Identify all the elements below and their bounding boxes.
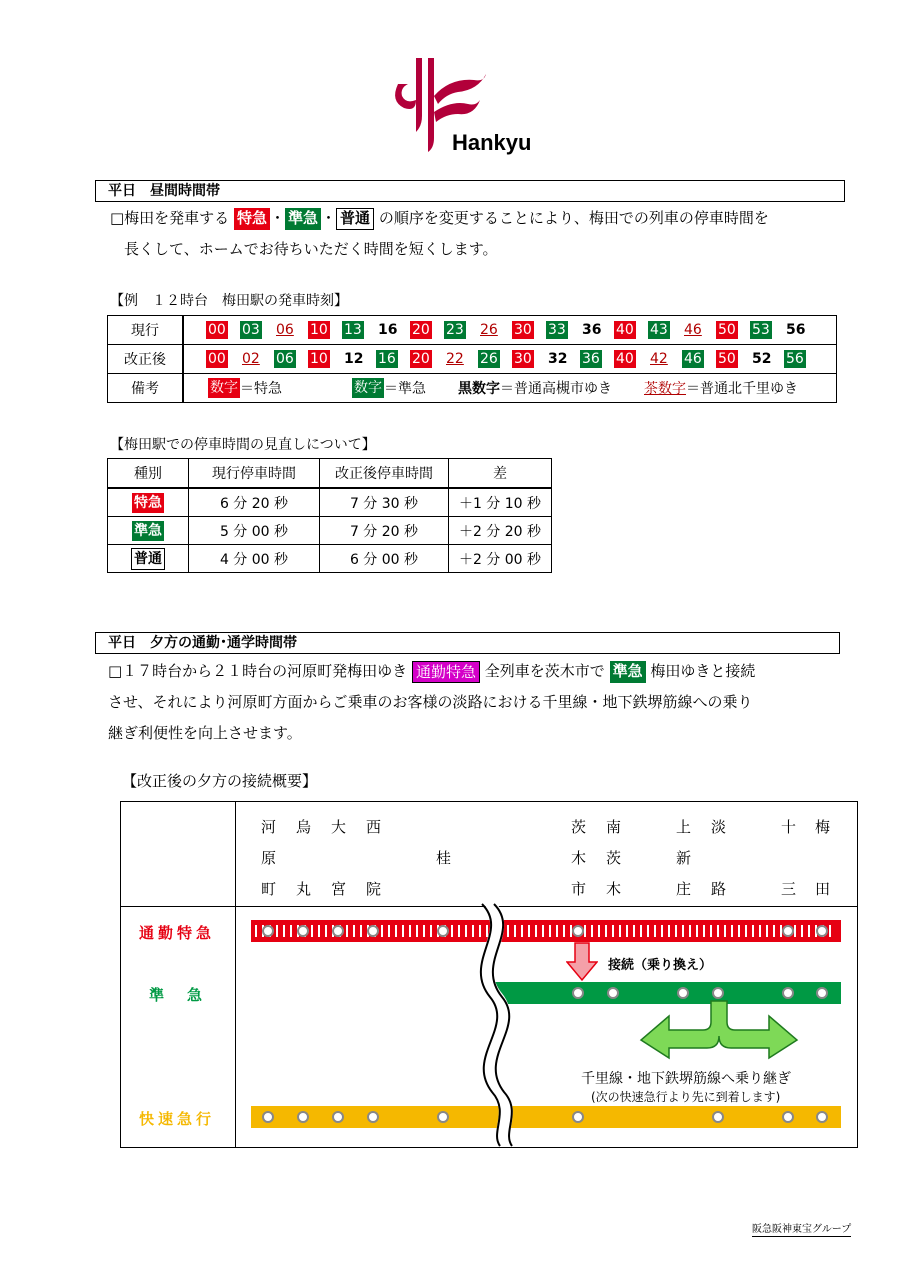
departure-time: 50 <box>718 322 736 338</box>
station-char: 丸 <box>296 880 312 898</box>
station-char: 茨 <box>606 849 622 867</box>
example-title: 【例 １２時台 梅田駅の発車時刻】 <box>110 293 348 309</box>
badge-junkyu: 準急 <box>610 661 646 683</box>
section1-line1: □梅田を発車する 特急 ・ 準急 ・ 普通 の順序を変更することにより、梅田での列車の停車時間を <box>110 203 860 234</box>
dwell-header-row <box>108 459 552 489</box>
departure-time: 33 <box>548 322 566 338</box>
departure-time: 06 <box>276 351 294 367</box>
stop-dot <box>572 987 584 999</box>
legend: 数字 ＝特急 数字 ＝準急 黒数字 ＝普通高槻市ゆき 茶数字 ＝普通北千里ゆき <box>210 380 798 397</box>
departure-time: 40 <box>616 351 634 367</box>
section2-line3: 継ぎ利便性を向上させます。 <box>108 724 302 742</box>
stop-dot <box>712 987 724 999</box>
departure-time: 40 <box>616 322 634 338</box>
stop-dot <box>782 1111 794 1123</box>
stop-dot <box>297 925 309 937</box>
row-revised-times <box>184 345 836 373</box>
stop-dot <box>782 925 794 937</box>
dwell-row: 普通 4 分 00 秒 6 分 00 秒 ＋2 分 00 秒 <box>108 545 552 573</box>
departure-time: 10 <box>310 351 328 367</box>
section2-line1: □１７時台から２１時台の河原町発梅田ゆき 通勤特急 全列車を茨木市で 準急 梅田ゆきと接続 <box>108 661 756 681</box>
logo-text: Hankyu <box>452 130 532 155</box>
stop-dot <box>677 987 689 999</box>
dwell-header: 改正後停車時間 <box>320 459 449 489</box>
departure-time: 56 <box>786 351 804 367</box>
legend-red-badge: 数字 <box>210 380 238 396</box>
station-char: 新 <box>676 849 692 867</box>
departure-time: 36 <box>582 351 600 367</box>
row-label: 現行 <box>108 316 184 345</box>
departure-time: 10 <box>310 322 328 338</box>
stop-dot <box>816 987 828 999</box>
station-char: 西 <box>366 818 382 836</box>
label-junkyu: 準 急 <box>149 986 207 1004</box>
departure-time: 06 <box>276 322 294 338</box>
station-char: 町 <box>261 880 277 898</box>
station-char: 烏 <box>296 818 312 836</box>
station-char: 三 <box>781 880 797 898</box>
dwell-row: 準急 5 分 00 秒 7 分 20 秒 ＋2 分 20 秒 <box>108 517 552 545</box>
departure-time: 26 <box>480 351 498 367</box>
departure-time: 26 <box>480 322 498 338</box>
diagram-divider-v <box>235 802 236 1147</box>
station-char: 河 <box>261 818 277 836</box>
departure-time: 12 <box>344 351 364 367</box>
station-char: 茨 <box>571 818 587 836</box>
stop-dot <box>607 987 619 999</box>
station-char: 宮 <box>331 880 347 898</box>
section2-paragraph <box>108 656 858 749</box>
station-char: 路 <box>711 880 727 898</box>
type-badge: 準急 <box>134 522 162 539</box>
dwell-header: 差 <box>449 459 552 489</box>
departure-time: 46 <box>684 322 702 338</box>
departure-time: 53 <box>752 322 770 338</box>
dwell-row: 特急 6 分 20 秒 7 分 30 秒 ＋1 分 10 秒 <box>108 488 552 517</box>
footer-group: 阪急阪神東宝グループ <box>752 1220 851 1237</box>
departure-time: 16 <box>378 322 398 338</box>
stop-dot <box>437 1111 449 1123</box>
stop-dot <box>782 987 794 999</box>
departure-time: 20 <box>412 351 430 367</box>
stop-dot <box>332 1111 344 1123</box>
note-transfer: 千里線・地下鉄堺筋線へ乗り継ぎ <box>581 1071 791 1087</box>
stop-dot <box>816 1111 828 1123</box>
row-current-times <box>184 316 836 344</box>
stop-dot <box>262 925 274 937</box>
departure-time: 23 <box>446 322 464 338</box>
departure-time: 03 <box>242 322 260 338</box>
label-kaisoku: 快速急行 <box>139 1110 216 1128</box>
type-badge: 特急 <box>134 494 162 511</box>
station-char: 淡 <box>711 818 727 836</box>
departure-time: 02 <box>242 351 260 367</box>
departure-time: 30 <box>514 351 532 367</box>
legend-brown: 茶数字 <box>644 381 686 397</box>
stop-dot <box>367 1111 379 1123</box>
label-tsukin: 通勤特急 <box>139 924 216 942</box>
badge-futsu: 普通 <box>336 208 374 230</box>
stop-dot <box>816 925 828 937</box>
departure-time: 16 <box>378 351 396 367</box>
diagram-title: 【改正後の夕方の接続概要】 <box>122 772 318 790</box>
row-label: 改正後 <box>108 345 184 374</box>
station-char: 木 <box>606 880 622 898</box>
dwell-title: 【梅田駅での停車時間の見直しについて】 <box>110 437 376 453</box>
departure-time: 50 <box>718 351 736 367</box>
hankyu-logo <box>388 56 532 156</box>
station-char: 大 <box>331 818 347 836</box>
station-char: 市 <box>571 880 587 898</box>
stop-dot <box>367 925 379 937</box>
departure-time: 00 <box>208 322 226 338</box>
badge-tokkyu: 特急 <box>234 208 270 230</box>
departure-time: 52 <box>752 351 772 367</box>
stop-dot <box>437 925 449 937</box>
note-arrival: (次の快速急行より先に到着します) <box>591 1090 781 1104</box>
break-wave-icon <box>476 902 526 1147</box>
stop-dot <box>712 1111 724 1123</box>
legend-green-badge: 数字 <box>354 380 382 396</box>
type-badge: 普通 <box>131 548 165 570</box>
departure-time: 46 <box>684 351 702 367</box>
station-char: 十 <box>781 818 797 836</box>
timetable <box>107 315 837 403</box>
station-char: 田 <box>815 880 831 898</box>
station-char: 南 <box>606 818 622 836</box>
timetable-row-revised <box>108 345 837 374</box>
departure-time: 00 <box>208 351 226 367</box>
station-char: 原 <box>261 849 277 867</box>
transfer-arrow-icon <box>566 942 598 982</box>
station-char: 庄 <box>676 880 692 898</box>
station-char: 桂 <box>436 849 452 867</box>
departure-time: 30 <box>514 322 532 338</box>
stop-dot <box>262 1111 274 1123</box>
station-char: 梅 <box>815 818 831 836</box>
connection-diagram <box>120 801 858 1148</box>
departure-time: 56 <box>786 322 806 338</box>
departure-time: 43 <box>650 322 668 338</box>
dwell-table <box>107 458 552 573</box>
dwell-header: 種別 <box>108 459 189 489</box>
split-arrow-icon <box>639 1000 799 1060</box>
station-char: 上 <box>676 818 692 836</box>
departure-time: 36 <box>582 322 602 338</box>
section1-title: 平日 昼間時間帯 <box>95 180 845 202</box>
section2-line2: させ、それにより河原町方面からご乗車のお客様の淡路における千里線・地下鉄堺筋線への乗り <box>108 693 753 711</box>
section1-paragraph <box>110 203 860 265</box>
departure-time: 32 <box>548 351 568 367</box>
timetable-row-notes <box>108 374 837 403</box>
stop-dot <box>297 1111 309 1123</box>
station-char: 院 <box>366 880 382 898</box>
stop-dot <box>572 925 584 937</box>
section2-title: 平日 夕方の通勤･通学時間帯 <box>95 632 840 654</box>
row-label: 備考 <box>108 374 184 403</box>
departure-time: 13 <box>344 322 362 338</box>
dwell-header: 現行停車時間 <box>189 459 320 489</box>
transfer-label: 接続（乗り換え） <box>608 958 713 973</box>
badge-tsukin-tokkyu: 通勤特急 <box>412 661 480 683</box>
departure-time: 20 <box>412 322 430 338</box>
departure-time: 22 <box>446 351 464 367</box>
stop-dot <box>572 1111 584 1123</box>
stop-dot <box>332 925 344 937</box>
badge-junkyu: 準急 <box>285 208 321 230</box>
section1-line2: 長くして、ホームでお待ちいただく時間を短くします。 <box>124 240 498 258</box>
departure-time: 42 <box>650 351 668 367</box>
station-char: 木 <box>571 849 587 867</box>
legend-black: 黒数字 <box>458 381 500 397</box>
timetable-row-current <box>108 316 837 345</box>
